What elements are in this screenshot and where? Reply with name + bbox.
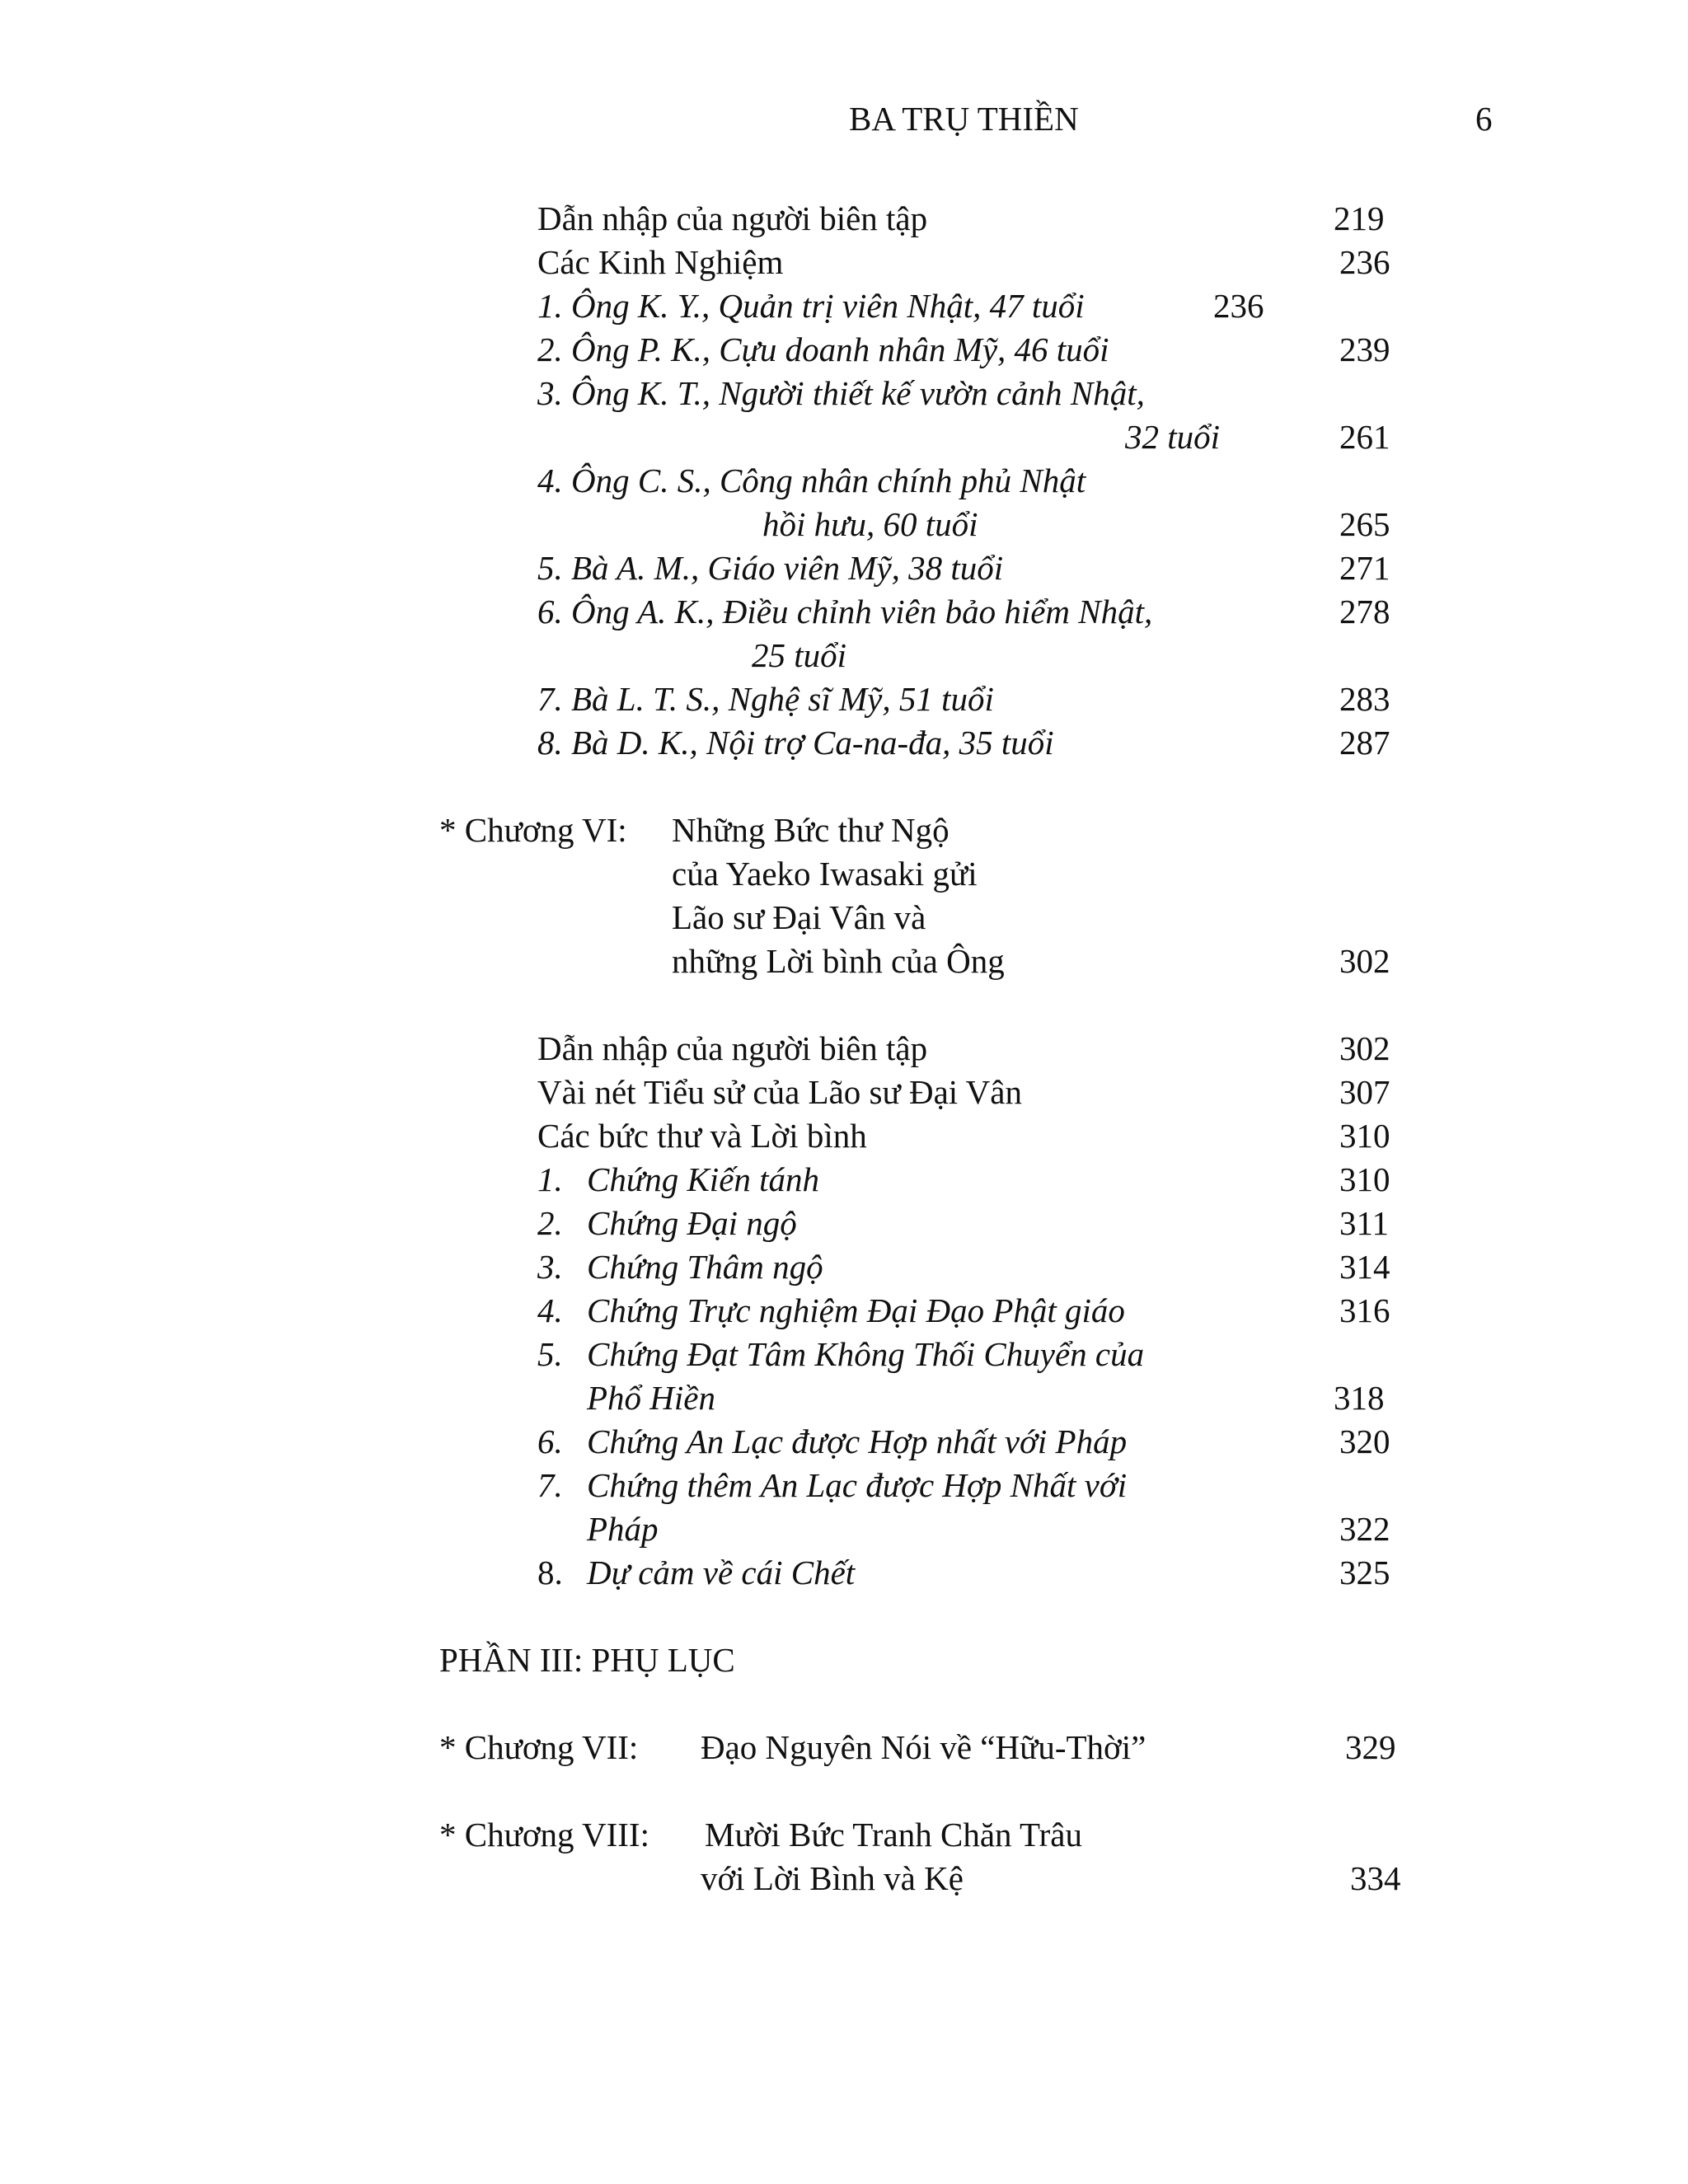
toc-letter-item: Chứng Đạt Tâm Không Thối Chuyển của [587, 1335, 1145, 1373]
toc-entry-page: 287 [1339, 724, 1390, 762]
toc-entry-label: Vài nét Tiểu sử của Lão sư Đại Vân [537, 1073, 1022, 1111]
toc-chapter-title-line: những Lời bình của Ông [672, 942, 1005, 980]
toc-chapter-label: * Chương VII: [439, 1728, 639, 1766]
toc-entry-page: 302 [1339, 942, 1390, 980]
toc-entry-page: 310 [1339, 1117, 1390, 1155]
toc-entry-page: 265 [1339, 505, 1390, 543]
toc-experience-item: 1. Ông K. Y., Quản trị viên Nhật, 47 tuổi [537, 287, 1085, 325]
toc-experience-item: 2. Ông P. K., Cựu doanh nhân Mỹ, 46 tuổi [537, 330, 1109, 368]
toc-chapter-title-line: với Lời Bình và Kệ [701, 1859, 964, 1897]
toc-entry-page: 334 [1350, 1859, 1401, 1897]
toc-entry-page: 278 [1339, 593, 1390, 630]
running-header-title: BA TRỤ THIỀN [849, 100, 1079, 138]
toc-entry-page: 318 [1334, 1379, 1385, 1417]
toc-letter-item-continued: Phổ Hiền [587, 1379, 715, 1417]
toc-letter-item: Chứng An Lạc được Hợp nhất với Pháp [587, 1422, 1128, 1460]
toc-experience-item: 6. Ông A. K., Điều chỉnh viên bảo hiểm Nhật, [537, 593, 1153, 630]
toc-entry-page: 236 [1213, 287, 1264, 325]
page-number: 6 [1475, 100, 1493, 138]
toc-letter-item: Chứng thêm An Lạc được Hợp Nhất với [587, 1466, 1128, 1504]
toc-entry-page: 236 [1339, 243, 1390, 281]
toc-entry-label: Các Kinh Nghiệm [537, 243, 784, 281]
toc-chapter-title-line: Những Bức thư Ngộ [672, 811, 950, 849]
toc-letter-item: Chứng Đại ngộ [587, 1204, 797, 1242]
toc-chapter-label: * Chương VI: [439, 811, 627, 849]
toc-letter-item: Chứng Thâm ngộ [587, 1248, 823, 1286]
toc-letter-number: 2. [537, 1204, 563, 1242]
toc-letter-number: 6. [537, 1422, 563, 1460]
toc-letter-item: Dự cảm về cái Chết [587, 1554, 856, 1591]
toc-entry-page: 311 [1339, 1204, 1389, 1242]
toc-entry-page: 320 [1339, 1422, 1390, 1460]
toc-entry-page: 307 [1339, 1073, 1390, 1111]
toc-chapter-label: * Chương VIII: [439, 1816, 649, 1854]
toc-chapter-title-line: Lão sư Đại Vân và [672, 898, 926, 936]
toc-experience-item: 5. Bà A. M., Giáo viên Mỹ, 38 tuổi [537, 549, 1004, 587]
toc-letter-number: 3. [537, 1248, 563, 1286]
toc-part-heading: PHẦN III: PHỤ LỤC [439, 1641, 735, 1679]
toc-experience-item: 7. Bà L. T. S., Nghệ sĩ Mỹ, 51 tuổi [537, 680, 994, 718]
toc-entry-page: 314 [1339, 1248, 1390, 1286]
toc-entry-page: 271 [1339, 549, 1390, 587]
toc-letter-item: Chứng Kiến tánh [587, 1160, 820, 1198]
toc-entry-label: Các bức thư và Lời bình [537, 1117, 867, 1155]
toc-letter-number: 4. [537, 1291, 563, 1329]
toc-entry-page: 325 [1339, 1554, 1390, 1591]
toc-entry-label: Dẫn nhập của người biên tập [537, 199, 928, 237]
toc-entry-page: 322 [1339, 1510, 1390, 1548]
toc-entry-page: 283 [1339, 680, 1390, 718]
toc-letter-item: Chứng Trực nghiệm Đại Đạo Phật giáo [587, 1291, 1125, 1329]
toc-letter-number: 7. [537, 1466, 563, 1504]
toc-entry-page: 310 [1339, 1160, 1390, 1198]
toc-entry-page: 239 [1339, 330, 1390, 368]
toc-experience-item: 3. Ông K. T., Người thiết kế vườn cảnh Nhật, [537, 374, 1145, 412]
toc-letter-number: 1. [537, 1160, 563, 1198]
toc-entry-page: 302 [1339, 1029, 1390, 1067]
toc-experience-item: 8. Bà D. K., Nội trợ Ca-na-đa, 35 tuổi [537, 724, 1054, 762]
toc-chapter-title-line: của Yaeko Iwasaki gửi [672, 855, 978, 893]
toc-letter-number: 8. [537, 1554, 563, 1591]
toc-experience-item-continued: hồi hưu, 60 tuổi [762, 505, 978, 543]
toc-experience-item-continued: 25 tuổi [752, 636, 847, 674]
toc-chapter-title-line: Mười Bức Tranh Chăn Trâu [705, 1816, 1082, 1854]
toc-experience-item: 4. Ông C. S., Công nhân chính phủ Nhật [537, 462, 1086, 499]
toc-letter-number: 5. [537, 1335, 563, 1373]
toc-experience-item-continued: 32 tuổi [1125, 418, 1221, 456]
toc-chapter-title-line: Đạo Nguyên Nói về “Hữu-Thời” [701, 1728, 1146, 1766]
toc-entry-page: 329 [1345, 1728, 1396, 1766]
toc-letter-item-continued: Pháp [587, 1510, 659, 1548]
toc-entry-page: 261 [1339, 418, 1390, 456]
toc-entry-page: 219 [1334, 199, 1385, 237]
toc-entry-label: Dẫn nhập của người biên tập [537, 1029, 928, 1067]
toc-entry-page: 316 [1339, 1291, 1390, 1329]
